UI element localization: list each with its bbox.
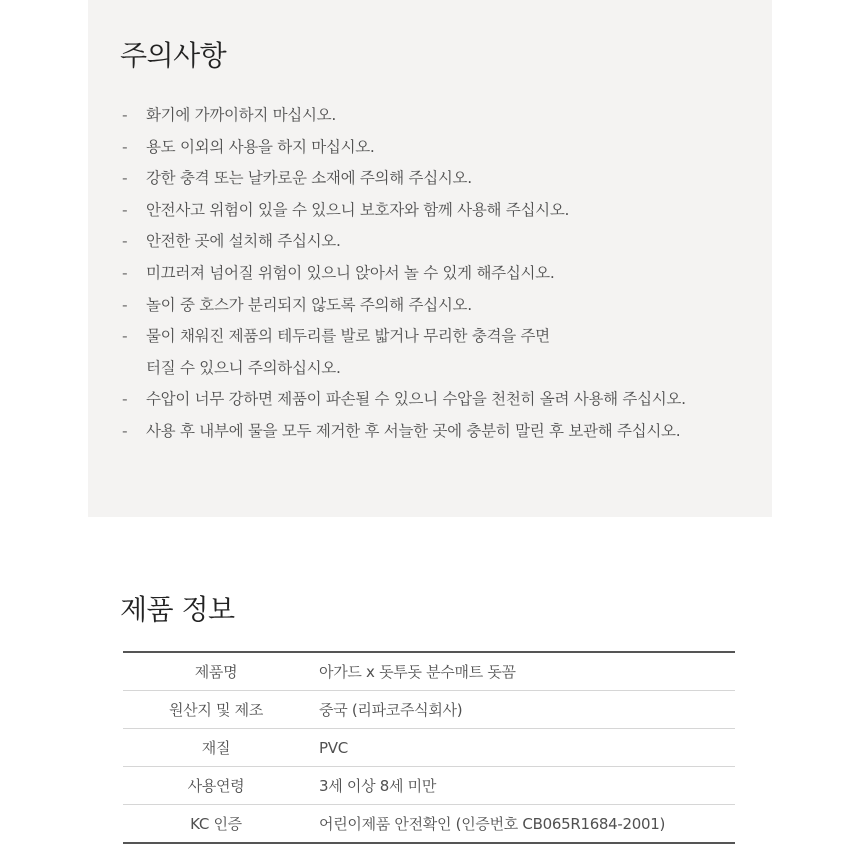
caution-item bbox=[122, 258, 686, 290]
table-row bbox=[123, 805, 735, 844]
caution-item bbox=[122, 321, 686, 384]
caution-text: 물이 채워진 제품의 테두리를 발로 밟거나 무리한 충격을 주면 터질 수 있으니 주의하십시오. bbox=[146, 327, 550, 377]
caution-item bbox=[122, 290, 686, 322]
caution-item bbox=[122, 163, 686, 195]
product-name-label: 제품명 bbox=[123, 652, 309, 691]
caution-text: 용도 이외의 사용을 하지 마십시오. bbox=[146, 137, 375, 156]
caution-item bbox=[122, 100, 686, 132]
caution-dash: - bbox=[122, 263, 128, 282]
caution-dash: - bbox=[122, 390, 128, 409]
caution-dash: - bbox=[122, 232, 128, 251]
caution-item bbox=[122, 226, 686, 258]
caution-dash: - bbox=[122, 421, 128, 440]
caution-text: 안전한 곳에 설치해 주십시오. bbox=[146, 232, 341, 251]
caution-text: 사용 후 내부에 물을 모두 제거한 후 서늘한 곳에 충분히 말린 후 보관해 주십시오. bbox=[146, 421, 681, 440]
caution-text: 안전사고 위험이 있을 수 있으니 보호자와 함께 사용해 주십시오. bbox=[146, 200, 570, 219]
caution-text: 놀이 중 호스가 분리되지 않도록 주의해 주십시오. bbox=[146, 295, 472, 314]
caution-dash: - bbox=[122, 200, 128, 219]
kc-cert-label: KC 인증 bbox=[123, 805, 309, 844]
material-value: PVC bbox=[309, 729, 735, 767]
caution-item bbox=[122, 384, 686, 416]
caution-dash: - bbox=[122, 327, 128, 346]
age-label: 사용연령 bbox=[123, 767, 309, 805]
table-row bbox=[123, 652, 735, 691]
table-row bbox=[123, 691, 735, 729]
caution-dash: - bbox=[122, 169, 128, 188]
caution-list bbox=[122, 100, 686, 448]
product-info-title: 제품 정보 bbox=[120, 593, 235, 626]
product-info-table bbox=[123, 651, 735, 844]
table-row bbox=[123, 729, 735, 767]
caution-text: 화기에 가까이하지 마십시오. bbox=[146, 106, 336, 124]
caution-item bbox=[122, 132, 686, 164]
caution-dash: - bbox=[122, 106, 128, 124]
table-row bbox=[123, 767, 735, 805]
origin-value: 중국 (리파코주식회사) bbox=[309, 691, 735, 729]
caution-item bbox=[122, 416, 686, 448]
kc-cert-value: 어린이제품 안전확인 (인증번호 CB065R1684-2001) bbox=[309, 805, 735, 844]
origin-label: 원산지 및 제조 bbox=[123, 691, 309, 729]
product-name-value: 아가드 x 돗투돗 분수매트 돗꼼 bbox=[309, 652, 735, 691]
caution-text: 수압이 너무 강하면 제품이 파손될 수 있으니 수압을 천천히 올려 사용해 주십시오. bbox=[146, 390, 686, 409]
caution-dash: - bbox=[122, 137, 128, 156]
caution-item bbox=[122, 195, 686, 227]
caution-dash: - bbox=[122, 295, 128, 314]
caution-text: 미끄러져 넘어질 위험이 있으니 앉아서 놀 수 있게 해주십시오. bbox=[146, 263, 555, 282]
caution-text: 강한 충격 또는 날카로운 소재에 주의해 주십시오. bbox=[146, 169, 472, 188]
age-value: 3세 이상 8세 미만 bbox=[309, 767, 735, 805]
material-label: 재질 bbox=[123, 729, 309, 767]
caution-title: 주의사항 bbox=[120, 39, 227, 72]
